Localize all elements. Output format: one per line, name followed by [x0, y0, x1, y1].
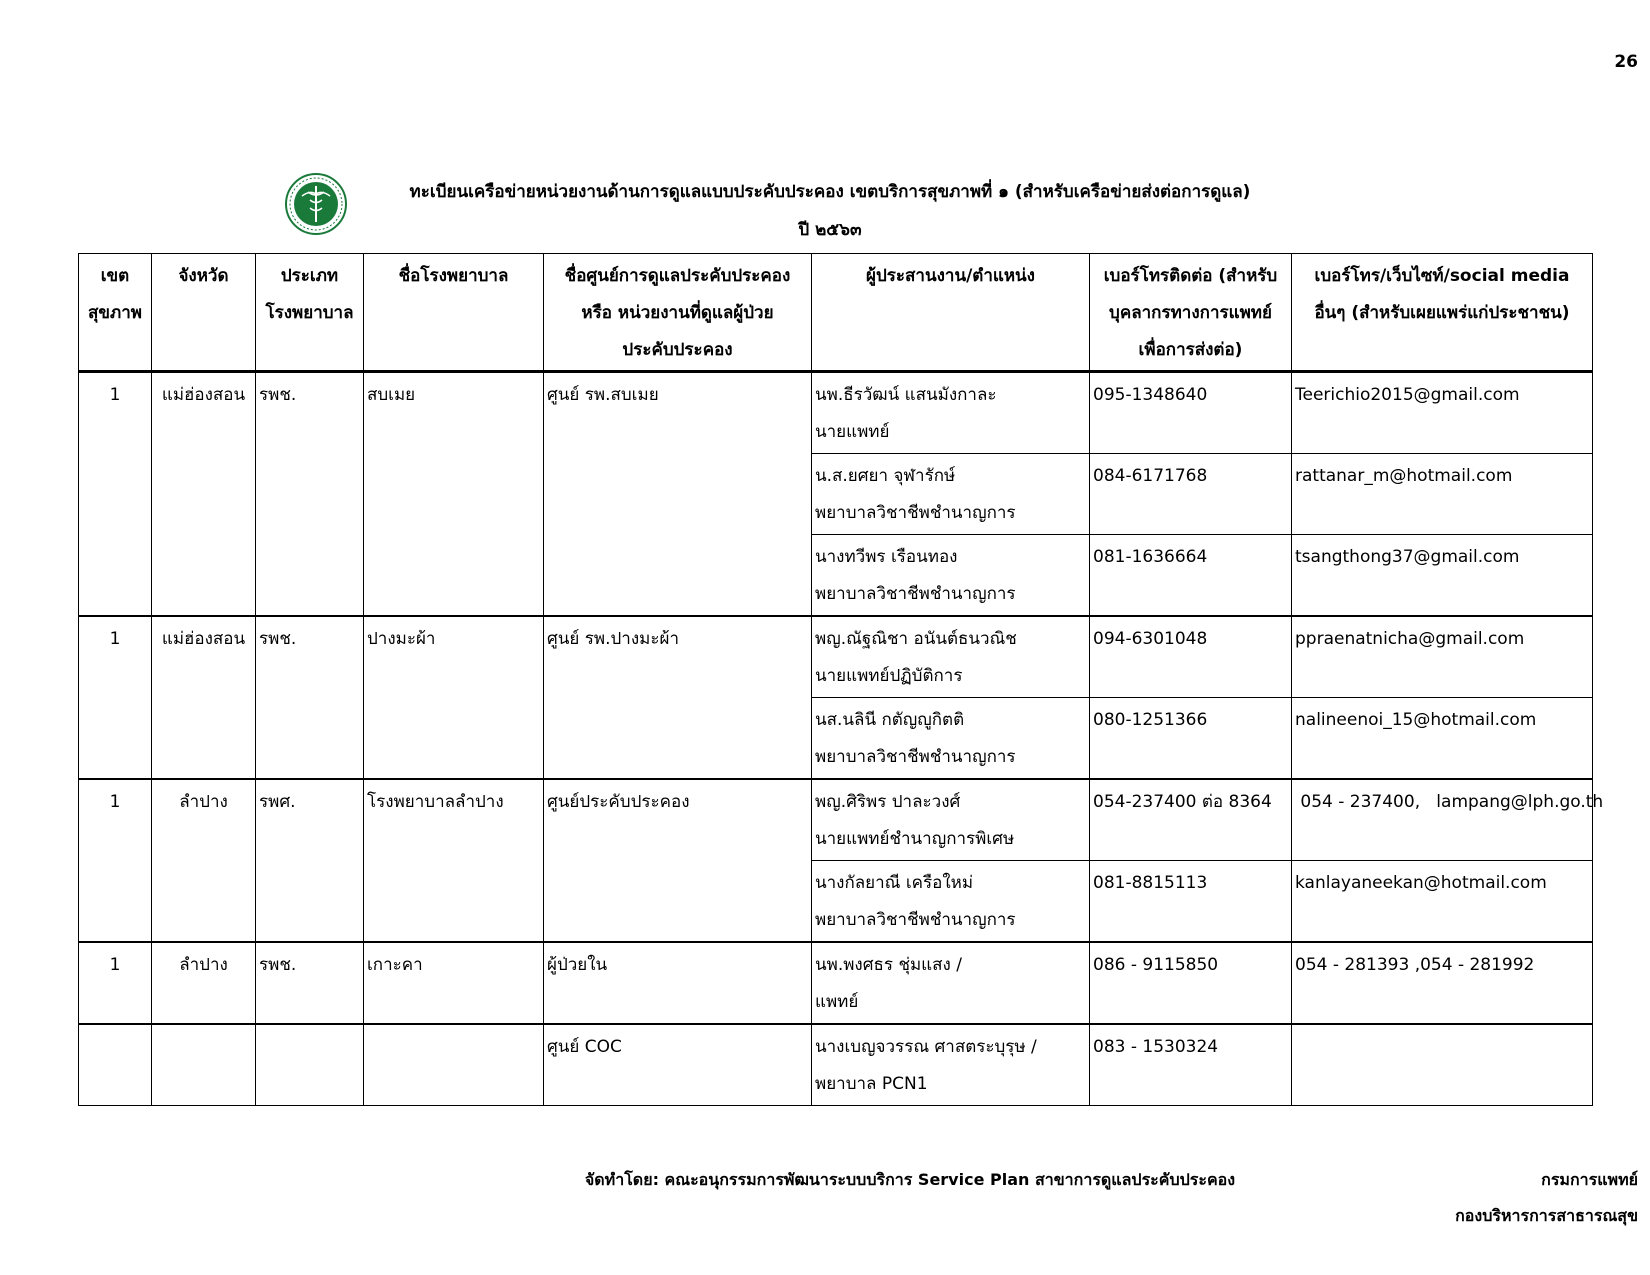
cell-phone-medical: 081-1636664	[1090, 535, 1292, 617]
footer-org-line2: กองบริหารการสาธารณสุข	[1455, 1206, 1638, 1225]
table-row	[79, 372, 1593, 454]
cell-coordinator	[812, 616, 1090, 698]
cell-phone-medical: 080-1251366	[1090, 698, 1292, 780]
cell-center-name: ศูนย์ รพ.สบเมย	[544, 372, 812, 617]
cell-hospital-name: เกาะคา	[364, 942, 544, 1024]
cell-public-contact: rattanar_m@hotmail.com	[1292, 454, 1593, 535]
cell-region: 1	[79, 616, 152, 779]
cell-hospital-type: รพช.	[256, 616, 364, 779]
cell-hospital-name: ปางมะผ้า	[364, 616, 544, 779]
cell-center-name: ศูนย์ประคับประคอง	[544, 779, 812, 942]
ministry-logo	[280, 172, 352, 236]
header-hospital-type: ประเภท โรงพยาบาล	[256, 254, 364, 372]
header-center-name: ชื่อศูนย์การดูแลประคับประคอง หรือ หน่วยงานที่ดูแลผู้ป่วย ประคับประคอง	[544, 254, 812, 372]
table-header-row	[79, 254, 1593, 372]
cell-public-contact: ppraenatnicha@gmail.com	[1292, 616, 1593, 698]
coordinator-name: นพ.ธีรวัฒน์ แสนมังกาละ	[815, 385, 997, 405]
coordinator-position: แพทย์	[815, 992, 859, 1012]
coordinator-position: นายแพทย์ปฏิบัติการ	[815, 666, 963, 686]
coordinator-position: พยาบาล PCN1	[815, 1074, 928, 1094]
cell-phone-medical: 083 - 1530324	[1090, 1024, 1292, 1106]
cell-region: 1	[79, 372, 152, 617]
cell-phone-medical: 094-6301048	[1090, 616, 1292, 698]
cell-public-contact: tsangthong37@gmail.com	[1292, 535, 1593, 617]
table-row	[79, 616, 1593, 698]
cell-province: แม่ฮ่องสอน	[152, 372, 256, 617]
cell-center-name: ศูนย์ COC	[544, 1024, 812, 1106]
header-phone-medical: เบอร์โทรติดต่อ (สำหรับ บุคลากรทางการแพทย์ เพื่อการส่งต่อ)	[1090, 254, 1292, 372]
cell-center-name: ศูนย์ รพ.ปางมะผ้า	[544, 616, 812, 779]
coordinator-position: พยาบาลวิชาชีพชำนาญการ	[815, 584, 1016, 604]
table-body	[79, 372, 1604, 1106]
page-number: 26	[1614, 52, 1638, 72]
cell-public-contact: kanlayaneekan@hotmail.com	[1292, 861, 1593, 943]
cell-public-contact: 054 - 281393 ,054 - 281992	[1292, 942, 1593, 1024]
coordinator-name: นางกัลยาณี เครือใหม่	[815, 873, 974, 893]
cell-hospital-name: โรงพยาบาลลำปาง	[364, 779, 544, 942]
cell-coordinator	[812, 942, 1090, 1024]
cell-region: 1	[79, 779, 152, 942]
cell-phone-medical: 086 - 9115850	[1090, 942, 1292, 1024]
cell-hospital-type: รพช.	[256, 372, 364, 617]
cell-province: แม่ฮ่องสอน	[152, 616, 256, 779]
network-registry-table	[78, 253, 1604, 1106]
cell-phone-medical: 081-8815113	[1090, 861, 1292, 943]
cell-phone-medical: 054-237400 ต่อ 8364	[1090, 779, 1292, 861]
header-public-contact: เบอร์โทร/เว็บไซท์/social media อื่นๆ (สำหรับเผยแพร่แก่ประชาชน)	[1292, 254, 1593, 372]
table-row	[79, 942, 1593, 1024]
coordinator-position: นายแพทย์ชำนาญการพิเศษ	[815, 829, 1015, 849]
coordinator-name: น.ส.ยศยา จุฬารักษ์	[815, 466, 956, 486]
header-coordinator: ผู้ประสานงาน/ตำแหน่ง	[812, 254, 1090, 372]
cell-public-contact: 054 - 237400, lampang@lph.go.th	[1292, 779, 1593, 861]
coordinator-name: พญ.ศิริพร ปาละวงศ์	[815, 792, 961, 812]
cell-region: 1	[79, 942, 152, 1024]
cell-hospital-type	[256, 1024, 364, 1106]
coordinator-name: นส.นลินี กตัญญูกิตติ	[815, 710, 965, 730]
table-row	[79, 779, 1593, 861]
cell-coordinator	[812, 372, 1090, 454]
coordinator-position: พยาบาลวิชาชีพชำนาญการ	[815, 747, 1016, 767]
cell-public-contact: Teerichio2015@gmail.com	[1292, 372, 1593, 454]
cell-province	[152, 1024, 256, 1106]
header-region: เขต สุขภาพ	[79, 254, 152, 372]
cell-coordinator	[812, 779, 1090, 861]
cell-public-contact	[1292, 1024, 1593, 1106]
cell-phone-medical: 095-1348640	[1090, 372, 1292, 454]
cell-province: ลำปาง	[152, 779, 256, 942]
cell-region	[79, 1024, 152, 1106]
cell-hospital-type: รพช.	[256, 942, 364, 1024]
header-hospital-name: ชื่อโรงพยาบาล	[364, 254, 544, 372]
table-row	[79, 1024, 1593, 1106]
cell-coordinator	[812, 698, 1090, 780]
cell-hospital-name	[364, 1024, 544, 1106]
coordinator-position: พยาบาลวิชาชีพชำนาญการ	[815, 503, 1016, 523]
cell-hospital-type: รพศ.	[256, 779, 364, 942]
cell-coordinator	[812, 861, 1090, 943]
footer-org-line1: กรมการแพทย์	[1541, 1170, 1638, 1189]
cell-coordinator	[812, 1024, 1090, 1106]
cell-province: ลำปาง	[152, 942, 256, 1024]
cell-phone-medical: 084-6171768	[1090, 454, 1292, 535]
document-title: ทะเบียนเครือข่ายหน่วยงานด้านการดูแลแบบประคับประคอง เขตบริการสุขภาพที่ ๑ (สำหรับเครือข่ายส่งต่อการดูแล)	[409, 182, 1251, 202]
cell-coordinator	[812, 535, 1090, 617]
cell-coordinator	[812, 454, 1090, 535]
coordinator-name: นพ.พงศธร ชุ่มแสง /	[815, 955, 962, 975]
header-province: จังหวัด	[152, 254, 256, 372]
coordinator-position: พยาบาลวิชาชีพชำนาญการ	[815, 910, 1016, 930]
document-subtitle: ปี ๒๕๖๓	[798, 220, 862, 240]
coordinator-name: นางทวีพร เรือนทอง	[815, 547, 958, 567]
coordinator-name: พญ.ณัฐณิชา อนันต์ธนวณิช	[815, 629, 1017, 649]
footer-prepared-by: จัดทำโดย: คณะอนุกรรมการพัฒนาระบบบริการ Service Plan สาขาการดูแลประคับประคอง	[584, 1170, 1236, 1189]
coordinator-position: นายแพทย์	[815, 422, 890, 442]
cell-public-contact: nalineenoi_15@hotmail.com	[1292, 698, 1593, 780]
coordinator-name: นางเบญจวรรณ ศาสตระบุรุษ /	[815, 1037, 1037, 1057]
cell-hospital-name: สบเมย	[364, 372, 544, 617]
cell-center-name: ผู้ป่วยใน	[544, 942, 812, 1024]
